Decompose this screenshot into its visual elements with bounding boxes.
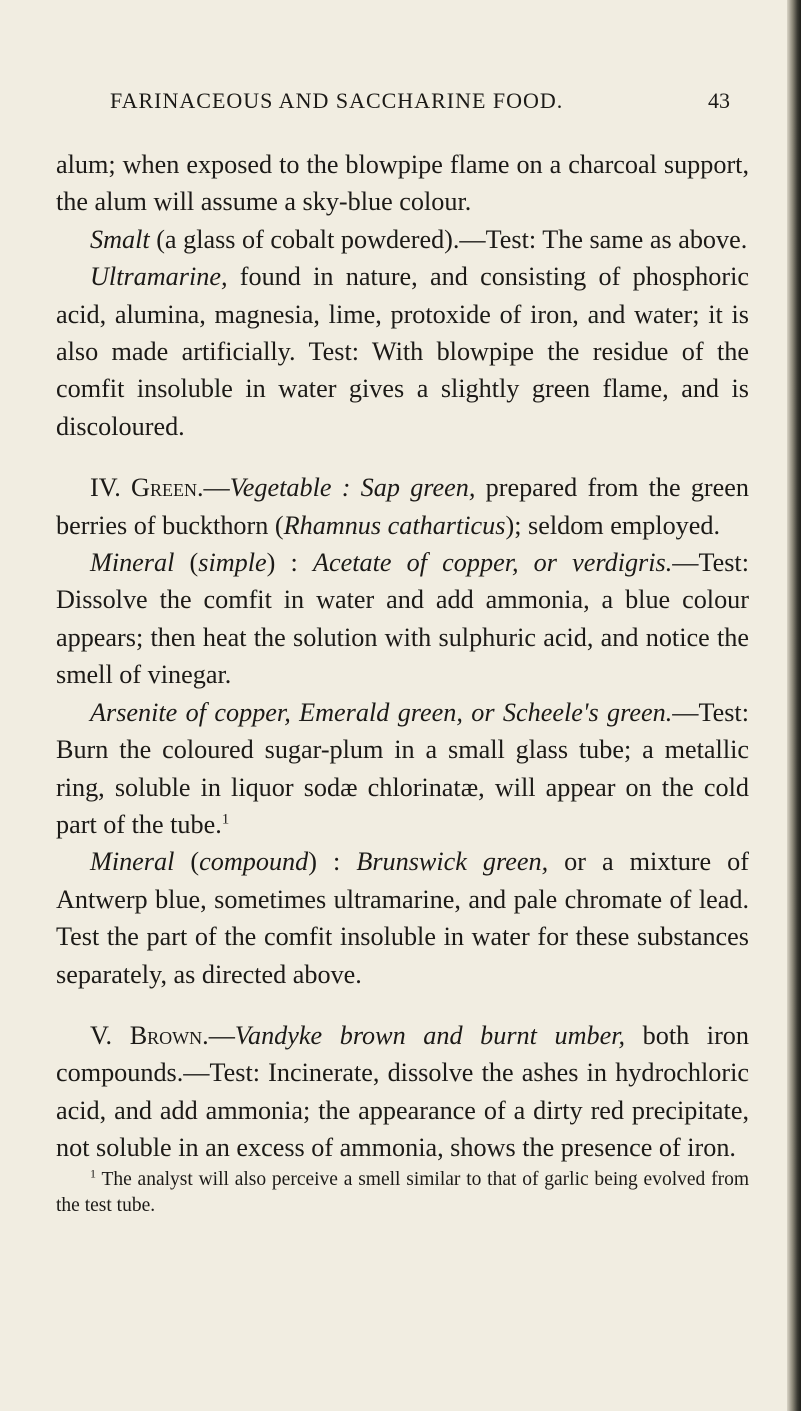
paragraph-green <box>56 469 749 544</box>
term-ultramarine: Ultramarine, <box>90 262 228 292</box>
term-compound: compound <box>199 847 309 877</box>
mineral-compound-text-2: ) : <box>308 847 357 877</box>
term-verdigris: Acetate of copper, or verdigris. <box>312 548 673 578</box>
paragraph-mineral-simple <box>56 544 749 694</box>
term-smalt: Smalt <box>90 224 150 254</box>
mineral-simple-text-2: ) : <box>266 548 313 578</box>
term-mineral: Mineral <box>90 548 175 578</box>
paragraph-alum <box>56 146 749 221</box>
footnote <box>56 1167 749 1219</box>
section-numeral-v: V. <box>90 1020 130 1050</box>
term-vandyke-brown: Vandyke brown and burnt umber, <box>234 1020 626 1050</box>
paragraph-smalt <box>56 221 749 258</box>
term-mineral-compound: Mineral <box>90 847 175 877</box>
green-text-1: prepared from the green berries of buckthorn ( <box>56 473 749 540</box>
term-arsenite: Arsenite of copper, Emerald green, or Scheele's green. <box>90 697 673 727</box>
footnote-reference[interactable]: 1 <box>221 811 230 828</box>
mineral-simple-text-3: —Test: Dissolve the comfit in water and add ammonia, a blue colour appears; then heat the solution with sulphuric acid, and notice the smell of vinegar. <box>56 548 749 690</box>
page-binding-shadow <box>787 0 801 1411</box>
arsenite-text: —Test: Burn the coloured sugar-plum in a small glass tube; a metallic ring, soluble in liquor sodæ chlorinatæ, will appear on the cold part of the tube. <box>56 697 749 839</box>
mineral-compound-text-1: ( <box>174 847 200 877</box>
footnote-text: The analyst will also perceive a smell similar to that of garlic being evolved from the test tube. <box>56 1168 749 1216</box>
paragraph-mineral-compound <box>56 843 749 993</box>
brown-dash: — <box>208 1020 235 1050</box>
running-title: FARINACEOUS AND SACCHARINE FOOD. <box>110 88 564 113</box>
paragraph-ultramarine <box>56 258 749 445</box>
page-number: 43 <box>708 88 730 113</box>
term-brunswick-green: Brunswick green, <box>356 847 549 877</box>
green-dash: — <box>203 473 230 503</box>
paragraph-arsenite <box>56 694 749 844</box>
mineral-compound-text-3: or a mixture of Antwerp blue, sometimes ultramarine, and pale chromate of lead. Test the part of the comfit insoluble in water for these substances separately, as directed above. <box>56 847 749 989</box>
running-header <box>110 88 730 120</box>
green-text-2: ); seldom employed. <box>505 510 721 540</box>
term-sap-green: Vegetable : Sap green, <box>229 473 476 503</box>
paragraph-alum-text: alum; when exposed to the blowpipe flame on a charcoal support, the alum will assume a sky-blue colour. <box>56 150 749 217</box>
section-heading-green: Green. <box>131 473 204 503</box>
term-simple: simple <box>198 548 267 578</box>
section-numeral-iv: IV. <box>90 473 132 503</box>
smalt-text: (a glass of cobalt powdered).—Test: The same as above. <box>149 224 748 254</box>
term-rhamnus: Rhamnus catharticus <box>283 510 506 540</box>
paragraph-brown <box>56 1017 749 1167</box>
page-body <box>56 146 749 1219</box>
mineral-simple-text-1: ( <box>174 548 199 578</box>
brown-text: both iron compounds.—Test: Incinerate, dissolve the ashes in hydrochloric acid, and add ammonia; the appearance of a dirty red precipitate, not soluble in an excess of ammonia, shows the presence of iron. <box>56 1020 749 1163</box>
ultramarine-text: found in nature, and consisting of phosphoric acid, alumina, magnesia, lime, protoxide of iron, and water; it is also made artificially. Test: With blowpipe the residue of the comfit insoluble in water gives a slightly green flame, and is discoloured. <box>56 262 749 441</box>
footnote-number: 1 <box>90 1166 96 1181</box>
section-heading-brown: Brown. <box>129 1020 209 1050</box>
